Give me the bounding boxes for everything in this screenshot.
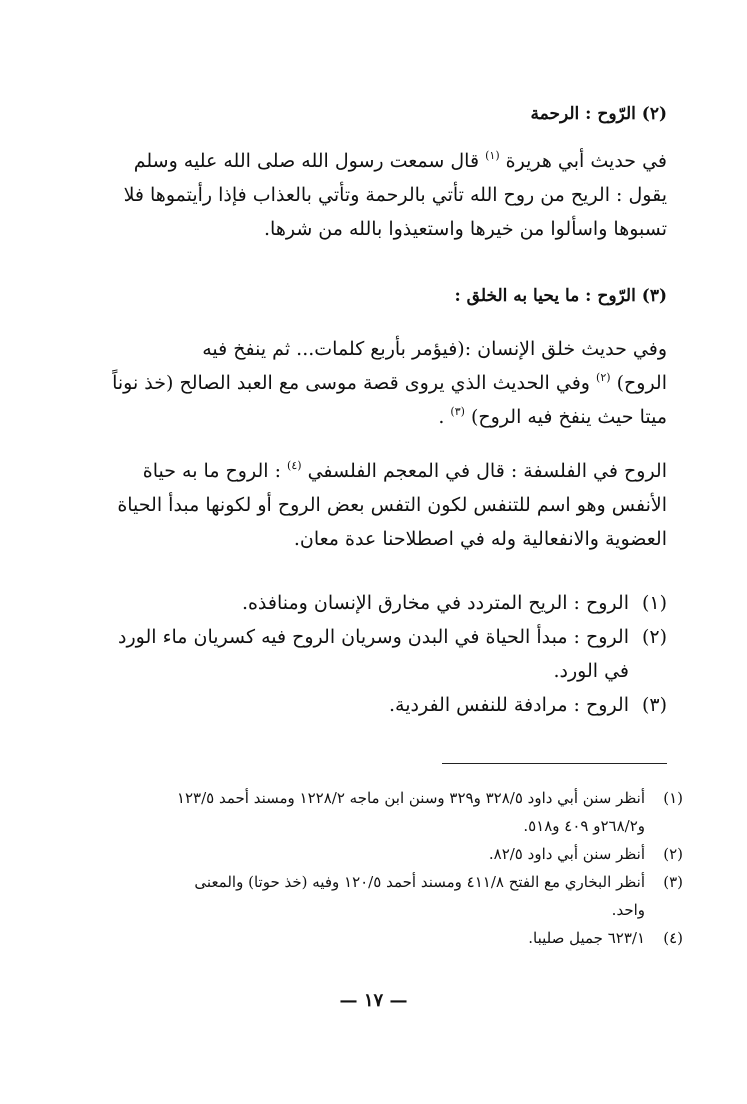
list-item bbox=[92, 688, 667, 722]
text-run: ميتا حيث ينفخ فيه الروح) bbox=[470, 406, 667, 428]
footnote-item bbox=[86, 924, 683, 952]
paragraph-line: العضوية والانفعالية وله في اصطلاحنا عدة معان. bbox=[293, 528, 667, 550]
text-run: : الروح ما به حياة bbox=[142, 460, 281, 482]
footnote-text-continued: و٢٦٨/٢و ٤٠٩ و٥١٨. bbox=[523, 817, 645, 835]
list-text: الروح : مبدأ الحياة في البدن وسريان الروح فيه كسريان ماء الورد bbox=[118, 626, 629, 648]
footnote-item bbox=[86, 868, 683, 924]
paragraph-line bbox=[92, 400, 667, 434]
heading-spirit-mercy: (٢) الرّوح : الرحمة bbox=[530, 104, 667, 124]
list-number: (٢) bbox=[641, 626, 667, 648]
list-text: الروح : مرادفة للنفس الفردية. bbox=[388, 694, 629, 716]
footnote-text: أنظر البخاري مع الفتح ٤١١/٨ ومسند أحمد ١٢٠/٥ وفيه (خذ حوتا) والمعنى bbox=[194, 873, 645, 891]
paragraph-hadith-wind bbox=[92, 144, 667, 246]
footnote-separator bbox=[442, 763, 667, 764]
footnote-text: ٦٢٣/١ جميل صليبا. bbox=[528, 929, 645, 947]
footnote-text: أنظر سنن أبي داود ٣٢٨/٥ و٣٢٩ وسنن ابن ماجه ١٢٢٨/٢ ومسند أحمد ١٢٣/٥ bbox=[176, 789, 645, 807]
text-run: . bbox=[438, 406, 445, 428]
paragraph-line bbox=[92, 144, 667, 178]
text-run: قال سمعت رسول الله صلى الله عليه وسلم bbox=[133, 150, 480, 172]
page-number: — ١٧ — bbox=[339, 990, 408, 1011]
paragraph-philosophy bbox=[92, 454, 667, 556]
paragraph-creation-hadith bbox=[92, 332, 667, 434]
paragraph-line: الأنفس وهو اسم للتنفس لكون التفس بعض الروح أو لكونها مبدأ الحياة bbox=[117, 494, 667, 516]
paragraph-line: وفي حديث خلق الإنسان :(فيؤمر بأربع كلمات... ثم ينفخ فيه bbox=[202, 338, 667, 360]
list-item bbox=[92, 620, 667, 688]
footnote-ref-1[interactable]: (١) bbox=[485, 149, 500, 162]
paragraph-line bbox=[92, 454, 667, 488]
footnote-number: (٣) bbox=[663, 873, 683, 891]
text-run: الروح) bbox=[616, 372, 667, 394]
text-run: وفي الحديث الذي يروى قصة موسى مع العبد الصالح (خذ نوناً bbox=[112, 372, 590, 394]
text-run: في حديث أبي هريرة bbox=[505, 150, 667, 172]
list-item bbox=[92, 586, 667, 620]
heading-spirit-life: (٣) الرّوح : ما يحيا به الخلق : bbox=[454, 286, 667, 306]
footnote-text-continued: واحد. bbox=[611, 901, 645, 919]
list-number: (١) bbox=[641, 592, 667, 614]
list-text: الروح : الريح المتردد في مخارق الإنسان ومنافذه. bbox=[241, 592, 629, 614]
paragraph-line bbox=[92, 366, 667, 400]
footnote-item bbox=[86, 784, 683, 840]
footnotes-list bbox=[86, 784, 683, 952]
paragraph-line: تسبوها واسألوا من خيرها واستعيذوا بالله من شرها. bbox=[264, 218, 667, 240]
list-number: (٣) bbox=[641, 694, 667, 716]
list-text-continued: في الورد. bbox=[553, 660, 629, 682]
footnote-ref-3[interactable]: (٣) bbox=[450, 405, 465, 418]
footnote-text: أنظر سنن أبي داود ٨٢/٥. bbox=[488, 845, 645, 863]
paragraph-line: يقول : الريح من روح الله تأتي بالرحمة وتأتي بالعذاب فإذا رأيتموها فلا bbox=[123, 184, 667, 206]
footnote-number: (١) bbox=[663, 789, 683, 807]
footnote-number: (٤) bbox=[663, 929, 683, 947]
footnote-ref-4[interactable]: (٤) bbox=[287, 459, 302, 472]
meanings-list bbox=[92, 586, 667, 722]
footnote-number: (٢) bbox=[663, 845, 683, 863]
footnote-ref-2[interactable]: (٢) bbox=[596, 371, 611, 384]
footnote-item bbox=[86, 840, 683, 868]
text-run: الروح في الفلسفة : قال في المعجم الفلسفي bbox=[307, 460, 667, 482]
